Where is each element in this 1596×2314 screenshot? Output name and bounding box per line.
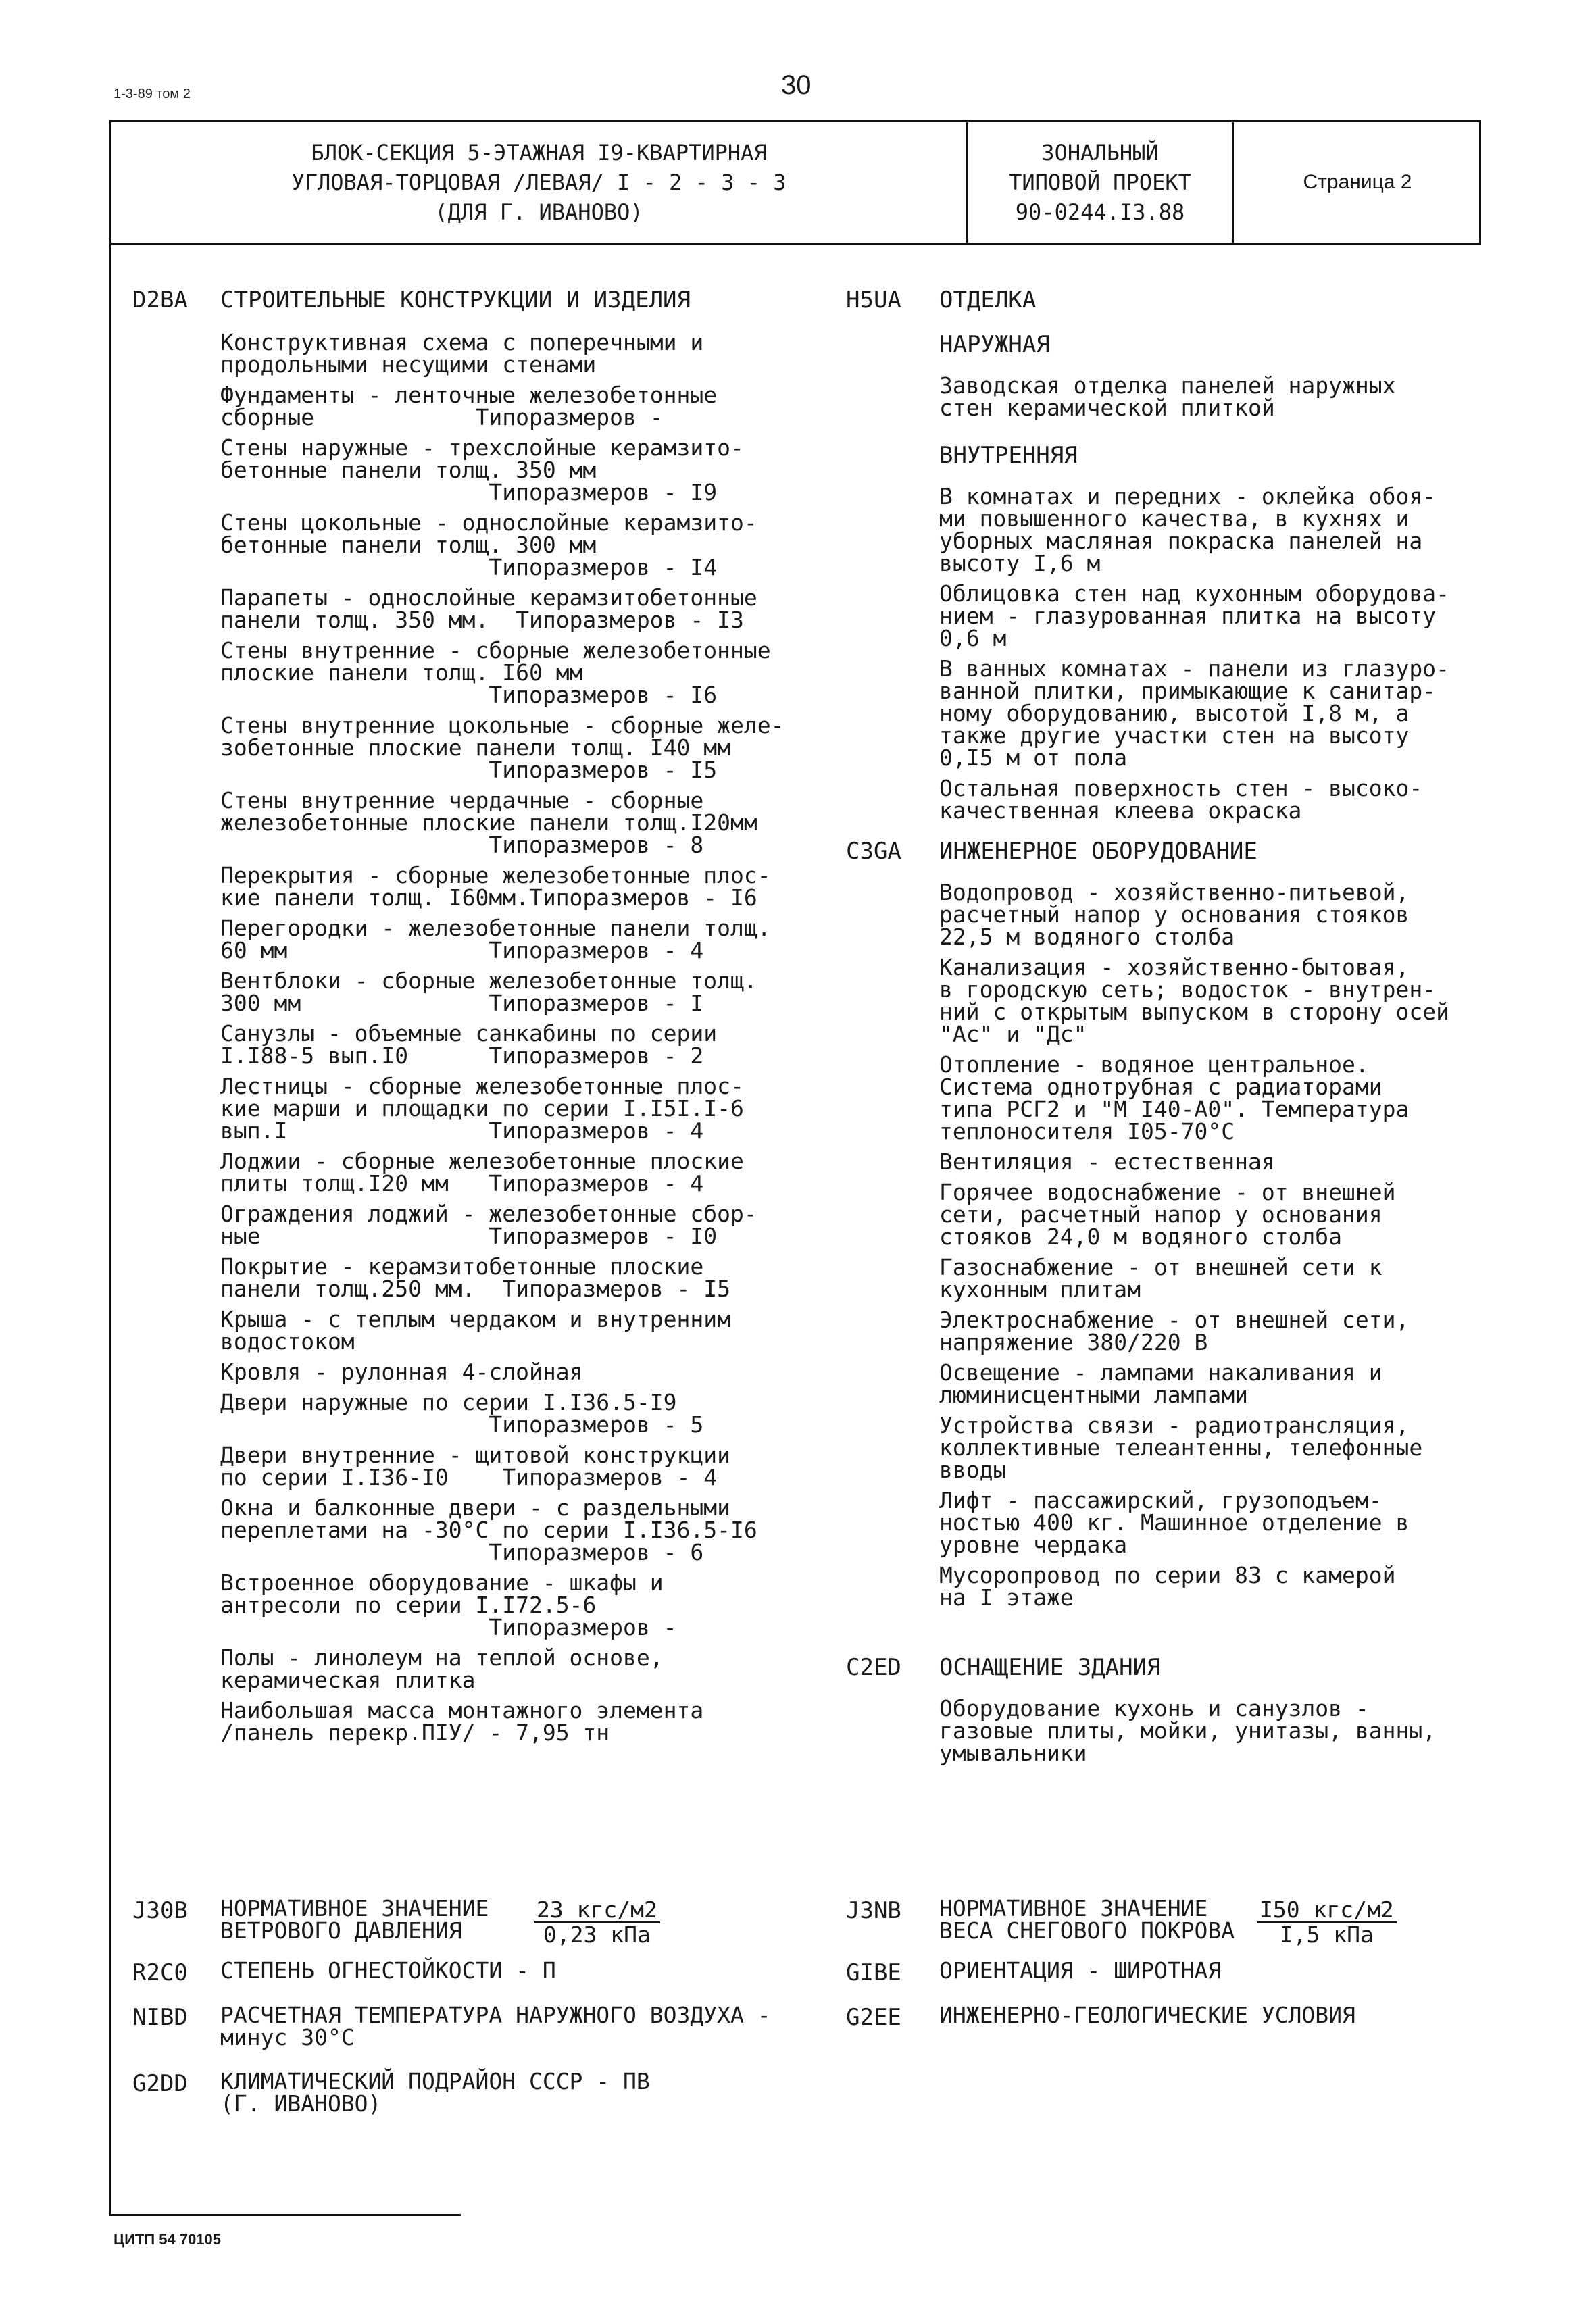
engineering-item-line: Вентиляция - естественная bbox=[939, 1149, 1275, 1175]
fire-code: R2C0 bbox=[132, 1959, 188, 1986]
snow-value bbox=[1257, 1898, 1397, 1946]
construction-item bbox=[220, 1148, 744, 1197]
construction-item bbox=[220, 331, 703, 376]
construction-item-line: Наибольшая масса монтажного элемента bbox=[220, 1697, 704, 1724]
construction-item bbox=[220, 1699, 703, 1744]
equipment-item-line: газовые плиты, мойки, унитазы, ванны, bbox=[939, 1717, 1437, 1744]
construction-item-line: Санузлы - объемные санкабины по серии bbox=[220, 1020, 718, 1047]
construction-item-line: вып.I Типоразмеров - 4 bbox=[220, 1117, 704, 1144]
construction-item-line: плиты толщ.I20 мм Типоразмеров - 4 bbox=[220, 1170, 704, 1197]
engineering-item bbox=[939, 1414, 1422, 1481]
engineering-item bbox=[939, 1051, 1410, 1145]
construction-item-line: Перекрытия - сборные железобетонные плос- bbox=[220, 862, 771, 888]
section-code-engineering: C3GA bbox=[846, 838, 901, 865]
construction-item-line: железобетонные плоские панели толщ.I20мм bbox=[220, 809, 757, 836]
section-heading-equipment: ОСНАЩЕНИЕ ЗДАНИЯ bbox=[939, 1654, 1161, 1681]
section-code-equipment: C2ED bbox=[846, 1654, 901, 1681]
engineering-item-line: сети, расчетный напор у основания bbox=[939, 1201, 1382, 1228]
construction-item-line: кие марши и площадки по серии I.I5I.I-6 bbox=[220, 1095, 744, 1122]
engineering-item-line: Лифт - пассажирский, грузоподъем- bbox=[939, 1487, 1382, 1513]
engineering-item bbox=[939, 1564, 1396, 1609]
construction-item-line: Стены цокольные - однослойные керамзито- bbox=[220, 509, 757, 536]
construction-item-line: переплетами на -30°С по серии I.I36.5-I6 bbox=[220, 1517, 757, 1543]
construction-item-line: Перегородки - железобетонные панели толщ. bbox=[220, 915, 771, 941]
construction-item-line: Полы - линолеум на теплой основе, bbox=[220, 1644, 664, 1671]
construction-item-line: Лестницы - сборные железобетонные плос- bbox=[220, 1073, 744, 1099]
inner-finish-item-line: Облицовка стен над кухонным оборудова- bbox=[939, 580, 1449, 607]
construction-item bbox=[220, 1646, 664, 1691]
inner-finish-item bbox=[939, 485, 1436, 574]
engineering-item-line: типа РСГ2 и "М I40-А0". Температура bbox=[939, 1096, 1410, 1122]
page-number: 30 bbox=[781, 70, 812, 100]
project-line-2: ТИПОВОЙ ПРОЕКТ bbox=[1009, 170, 1191, 195]
engineering-item-line: Система однотрубная с радиаторами bbox=[939, 1074, 1382, 1100]
construction-item-line: Лоджии - сборные железобетонные плоские bbox=[220, 1148, 744, 1174]
section-code-finish: H5UA bbox=[846, 286, 901, 313]
inner-finish-item-line: В ванных комнатах - панели из глазуро- bbox=[939, 655, 1449, 682]
engineering-item-line: Освещение - лампами накаливания и bbox=[939, 1359, 1382, 1386]
construction-item bbox=[220, 436, 744, 503]
construction-item bbox=[220, 967, 757, 1016]
construction-item-line: водостоком bbox=[220, 1328, 355, 1355]
inner-finish-item-line: 0,I5 м от пола bbox=[939, 745, 1128, 771]
construction-item bbox=[220, 1203, 757, 1247]
wind-title-line-1: НОРМАТИВНОЕ ЗНАЧЕНИЕ bbox=[220, 1895, 489, 1921]
climate-code: G2DD bbox=[132, 2070, 188, 2097]
engineering-item bbox=[939, 1489, 1409, 1556]
construction-item-line: зобетонные плоские панели толщ. I40 мм bbox=[220, 734, 730, 761]
title-line-1: БЛОК-СЕКЦИЯ 5-ЭТАЖНАЯ I9-КВАРТИРНАЯ bbox=[311, 140, 767, 166]
inner-finish-item-line: ми повышенного качества, в кухнях и bbox=[939, 505, 1410, 532]
engineering-item bbox=[939, 1256, 1382, 1301]
construction-item-line: бетонные панели толщ. 350 мм bbox=[220, 457, 597, 483]
construction-item bbox=[220, 1308, 730, 1353]
construction-item bbox=[220, 1571, 677, 1638]
engineering-item bbox=[939, 881, 1409, 948]
engineering-item-line: коллективные телеантенны, телефонные bbox=[939, 1434, 1423, 1461]
construction-item bbox=[220, 1022, 717, 1067]
series-label: 1-3-89 том 2 bbox=[114, 86, 191, 101]
construction-item-line: I.I88-5 вып.I0 Типоразмеров - 2 bbox=[220, 1042, 704, 1069]
engineering-item-line: люминисцентными лампами bbox=[939, 1382, 1248, 1408]
engineering-item-line: ний с открытым выпуском в сторону осей bbox=[939, 999, 1449, 1025]
construction-item-line: Двери наружные по серии I.I36.5-I9 bbox=[220, 1389, 677, 1415]
construction-item-line: Стены внутренние цокольные - сборные желе- bbox=[220, 712, 784, 738]
project-line-3: 90-0244.I3.88 bbox=[1015, 199, 1185, 225]
engineering-item-line: Отопление - водяное центральное. bbox=[939, 1051, 1369, 1078]
construction-item-line: панели толщ.250 мм. Типоразмеров - I5 bbox=[220, 1276, 730, 1302]
inner-finish-item-line: ному оборудованию, высотой I,8 м, а bbox=[939, 700, 1410, 726]
construction-item-line: Стены внутренние - сборные железобетонные bbox=[220, 637, 771, 663]
inner-finish-item-line: высоту I,6 м bbox=[939, 550, 1101, 576]
construction-item-line: Вентблоки - сборные железобетонные толщ. bbox=[220, 967, 757, 994]
equipment-item-line: умывальники bbox=[939, 1740, 1087, 1766]
engineering-item-line: уровне чердака bbox=[939, 1532, 1128, 1558]
project-line-1: ЗОНАЛЬНЫЙ bbox=[1041, 140, 1159, 166]
construction-item-line: Конструктивная схема с поперечными и bbox=[220, 329, 704, 355]
temperature-line-1: РАСЧЕТНАЯ ТЕМПЕРАТУРА НАРУЖНОГО ВОЗДУХА - bbox=[220, 2002, 771, 2028]
title-cell bbox=[111, 122, 966, 243]
inner-finish-item-line: также другие участки стен на высоту bbox=[939, 722, 1410, 749]
construction-item-line: керамическая плитка bbox=[220, 1667, 476, 1693]
construction-item bbox=[220, 1391, 703, 1436]
frame-bottom-line bbox=[109, 2214, 461, 2216]
engineering-item-line: на I этаже bbox=[939, 1584, 1074, 1611]
fire-text: СТЕПЕНЬ ОГНЕСТОЙКОСТИ - П bbox=[220, 1957, 556, 1984]
construction-item-line: Типоразмеров - 8 bbox=[220, 832, 704, 858]
construction-item-line: Кровля - рулонная 4-слойная bbox=[220, 1359, 583, 1385]
engineering-item-line: теплоносителя I05-70°С bbox=[939, 1118, 1235, 1145]
orientation-text: ОРИЕНТАЦИЯ - ШИРОТНАЯ bbox=[939, 1957, 1222, 1984]
engineering-item bbox=[939, 1309, 1409, 1353]
orientation-code: GIBE bbox=[846, 1959, 901, 1986]
engineering-item-line: 22,5 м водяного столба bbox=[939, 924, 1235, 950]
engineering-item bbox=[939, 1151, 1275, 1173]
construction-item bbox=[220, 639, 771, 706]
construction-item-line: Фундаменты - ленточные железобетонные bbox=[220, 382, 718, 408]
snow-value-kpa: I,5 кПа bbox=[1279, 1921, 1374, 1948]
inner-finish-item bbox=[939, 777, 1422, 822]
inner-finish-item-line: ванной плитки, примыкающие к санитар- bbox=[939, 678, 1437, 704]
construction-item-line: Ограждения лоджий - железобетонные сбор- bbox=[220, 1201, 757, 1227]
construction-item-line: ные Типоразмеров - I0 bbox=[220, 1223, 718, 1249]
construction-item-line: Парапеты - однослойные керамзитобетонные bbox=[220, 584, 757, 611]
inner-finish-item-line: качественная клеева окраска bbox=[939, 797, 1302, 824]
construction-item-line: Стены внутренние чердачные - сборные bbox=[220, 787, 704, 813]
wind-value-kpa: 0,23 кПа bbox=[543, 1921, 651, 1948]
inner-finish-item bbox=[939, 582, 1449, 649]
construction-item bbox=[220, 586, 757, 631]
wind-value-kgs: 23 кгс/м2 bbox=[534, 1898, 660, 1923]
inner-finish-item-line: Остальная поверхность стен - высоко- bbox=[939, 775, 1423, 801]
construction-item-line: плоские панели толщ. I60 мм bbox=[220, 659, 583, 686]
sheet-label: Страница 2 bbox=[1303, 171, 1412, 193]
temperature-line-2: минус 30°С bbox=[220, 2024, 355, 2051]
construction-item bbox=[220, 789, 757, 856]
sheet-cell bbox=[1234, 122, 1481, 243]
section-heading-finish: ОТДЕЛКА bbox=[939, 286, 1037, 313]
frame-left-line bbox=[109, 245, 111, 2214]
construction-item-line: по серии I.I36-I0 Типоразмеров - 4 bbox=[220, 1464, 718, 1490]
construction-item-line: Двери внутренние - щитовой конструкции bbox=[220, 1442, 730, 1468]
engineering-item-line: ностью 400 кг. Машинное отделение в bbox=[939, 1509, 1410, 1536]
construction-item bbox=[220, 1075, 744, 1142]
construction-item bbox=[220, 384, 717, 428]
subheading-outer: НАРУЖНАЯ bbox=[939, 331, 1050, 358]
climate-line-2: (Г. ИВАНОВО) bbox=[220, 2090, 382, 2117]
construction-item-line: Покрытие - керамзитобетонные плоские bbox=[220, 1253, 704, 1280]
construction-item-line: Типоразмеров - I5 bbox=[220, 757, 718, 783]
title-block bbox=[109, 120, 1481, 245]
subheading-inner: ВНУТРЕННЯЯ bbox=[939, 442, 1078, 469]
engineering-item-line: напряжение 380/220 В bbox=[939, 1329, 1208, 1355]
construction-item-line: Типоразмеров - 5 bbox=[220, 1411, 704, 1438]
temperature-code: NIBD bbox=[132, 2004, 188, 2031]
construction-item-line: 300 мм Типоразмеров - I bbox=[220, 990, 704, 1016]
section-code-construction: D2BA bbox=[132, 286, 188, 313]
inner-finish-item-line: В комнатах и передних - оклейка обоя- bbox=[939, 483, 1437, 509]
engineering-item-line: Устройства связи - радиотрансляция, bbox=[939, 1412, 1410, 1438]
wind-code: J30B bbox=[132, 1897, 188, 1924]
construction-item-line: Типоразмеров - I6 bbox=[220, 682, 718, 708]
engineering-item-line: "Ас" и "Дс" bbox=[939, 1021, 1087, 1047]
climate-text bbox=[220, 2070, 650, 2115]
wind-title-line-2: ВЕТРОВОГО ДАВЛЕНИЯ bbox=[220, 1917, 462, 1944]
inner-finish-item-line: нием - глазурованная плитка на высоту bbox=[939, 603, 1437, 629]
equipment-item-line: Оборудование кухонь и санузлов - bbox=[939, 1695, 1369, 1721]
inner-finish-item-line: уборных масляная покраска панелей на bbox=[939, 528, 1423, 554]
engineering-item-line: Газоснабжение - от внешней сети к bbox=[939, 1254, 1382, 1280]
engineering-item-line: расчетный напор у основания стояков bbox=[939, 901, 1410, 928]
section-heading-engineering: ИНЖЕНЕРНОЕ ОБОРУДОВАНИЕ bbox=[939, 838, 1257, 865]
engineering-item-line: Мусоропровод по серии 83 с камерой bbox=[939, 1562, 1396, 1588]
inner-finish-item bbox=[939, 657, 1449, 769]
construction-item bbox=[220, 1255, 730, 1300]
construction-item-line: Встроенное оборудование - шкафы и bbox=[220, 1569, 664, 1596]
snow-title-line-1: НОРМАТИВНОЕ ЗНАЧЕНИЕ bbox=[939, 1895, 1208, 1921]
construction-item-line: продольными несущими стенами bbox=[220, 351, 597, 378]
geology-text: ИНЖЕНЕРНО-ГЕОЛОГИЧЕСКИЕ УСЛОВИЯ bbox=[939, 2002, 1355, 2028]
construction-item-line: Типоразмеров - bbox=[220, 1614, 677, 1640]
wind-title bbox=[220, 1897, 489, 1942]
engineering-item-line: Водопровод - хозяйственно-питьевой, bbox=[939, 879, 1410, 905]
snow-title bbox=[939, 1897, 1235, 1942]
construction-item-line: Окна и балконные двери - с раздельными bbox=[220, 1494, 730, 1521]
snow-code: J3NB bbox=[846, 1897, 901, 1924]
inner-finish-item-line: 0,6 м bbox=[939, 625, 1007, 651]
title-line-3: (ДЛЯ Г. ИВАНОВО) bbox=[434, 199, 643, 225]
section-heading-construction: СТРОИТЕЛЬНЫЕ КОНСТРУКЦИИ И ИЗДЕЛИЯ bbox=[220, 286, 691, 313]
engineering-item-line: стояков 24,0 м водяного столба bbox=[939, 1224, 1343, 1250]
outer-finish-item-line: стен керамической плиткой bbox=[939, 395, 1275, 421]
construction-item-line: антресоли по серии I.I72.5-6 bbox=[220, 1592, 597, 1618]
engineering-item bbox=[939, 1361, 1382, 1406]
construction-item bbox=[220, 511, 757, 578]
construction-item bbox=[220, 917, 771, 961]
construction-item bbox=[220, 1361, 582, 1383]
engineering-item-line: Канализация - хозяйственно-бытовая, bbox=[939, 954, 1410, 980]
construction-item bbox=[220, 714, 784, 781]
construction-item bbox=[220, 1496, 757, 1563]
footer-stamp: ЦИТП 54 70105 bbox=[114, 2231, 222, 2248]
project-cell bbox=[968, 122, 1232, 243]
snow-title-line-2: ВЕСА СНЕГОВОГО ПОКРОВА bbox=[939, 1917, 1235, 1944]
equipment-item bbox=[939, 1697, 1436, 1764]
construction-item-line: сборные Типоразмеров - bbox=[220, 404, 664, 430]
construction-item-line: Стены наружные - трехслойные керамзито- bbox=[220, 434, 744, 461]
engineering-item bbox=[939, 1181, 1396, 1248]
engineering-item-line: Горячее водоснабжение - от внешней bbox=[939, 1179, 1396, 1205]
construction-item-line: 60 мм Типоразмеров - 4 bbox=[220, 937, 704, 963]
engineering-item bbox=[939, 956, 1449, 1045]
construction-item-line: Крыша - с теплым чердаком и внутренним bbox=[220, 1306, 730, 1332]
engineering-item-line: в городскую сеть; водосток - внутрен- bbox=[939, 976, 1437, 1003]
engineering-item-line: кухонным плитам bbox=[939, 1276, 1141, 1303]
construction-item bbox=[220, 1444, 730, 1488]
engineering-item-line: вводы bbox=[939, 1457, 1007, 1483]
title-line-2: УГЛОВАЯ-ТОРЦОВАЯ /ЛЕВАЯ/ I - 2 - 3 - 3 bbox=[291, 170, 787, 195]
wind-value bbox=[534, 1898, 660, 1946]
outer-finish-item bbox=[939, 374, 1396, 419]
outer-finish-item-line: Заводская отделка панелей наружных bbox=[939, 372, 1396, 399]
engineering-item-line: Электроснабжение - от внешней сети, bbox=[939, 1307, 1410, 1333]
construction-item-line: бетонные панели толщ. 300 мм bbox=[220, 532, 597, 558]
climate-line-1: КЛИМАТИЧЕСКИЙ ПОДРАЙОН СССР - ПВ bbox=[220, 2068, 650, 2094]
snow-value-kgs: I50 кгс/м2 bbox=[1257, 1898, 1397, 1923]
construction-item-line: Типоразмеров - I4 bbox=[220, 554, 718, 580]
construction-item-line: кие панели толщ. I60мм.Типоразмеров - I6 bbox=[220, 884, 757, 911]
construction-item-line: Типоразмеров - I9 bbox=[220, 479, 718, 505]
construction-item-line: Типоразмеров - 6 bbox=[220, 1539, 704, 1565]
construction-item-line: /панель перекр.ПIУ/ - 7,95 тн bbox=[220, 1719, 610, 1746]
geology-code: G2EE bbox=[846, 2004, 901, 2031]
temperature-text bbox=[220, 2002, 771, 2051]
construction-item bbox=[220, 864, 771, 909]
construction-item-line: панели толщ. 350 мм. Типоразмеров - I3 bbox=[220, 607, 744, 633]
